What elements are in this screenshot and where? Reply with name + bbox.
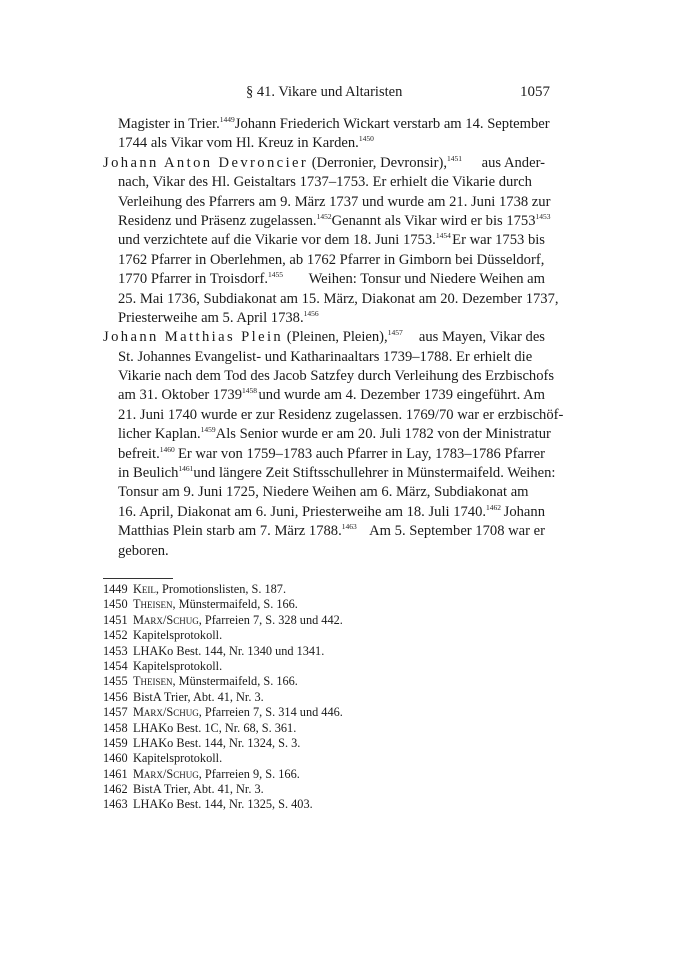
footnote-ref[interactable]: 1459 bbox=[200, 425, 216, 435]
text-line: befreit.$^{1460}$ Er war von 1759–1783 auch Pfarrer in Lay, 1783–1786 Pfarrer bbox=[118, 444, 545, 462]
text-line: Magister in Trier.$^{1449}$ Johann Friederich Wickart verstarb am 14. September bbox=[118, 115, 550, 132]
footnote-item bbox=[103, 597, 545, 612]
text-line: St. Johannes Evangelist- und Katharinaaltars 1739–1788. Er erhielt die bbox=[118, 348, 533, 365]
entry-heading-line: Johann Matthias Plein (Pleinen, Pleien),$^{1457}$ aus Mayen, Vikar des bbox=[103, 328, 545, 346]
footnote-number: 1456 bbox=[103, 689, 128, 704]
text-line: Matthias Plein starb am 7. März 1788.$^{1463}$ Am 5. September 1708 war er bbox=[118, 522, 545, 540]
footnote-text: , Promotionslisten, S. 187. bbox=[155, 582, 287, 596]
footnote-number: 1457 bbox=[103, 705, 128, 720]
footnote-text: LHAKo Best. 144, Nr. 1340 und 1341. bbox=[133, 643, 325, 658]
footnote-item bbox=[103, 613, 545, 628]
footnote-ref[interactable]: 1450 bbox=[358, 134, 374, 144]
footnote-number: 1462 bbox=[103, 782, 128, 797]
footnote-text: , Pfarreien 9, S. 166. bbox=[198, 766, 300, 781]
text-line: 21. Juni 1740 wurde er zur Residenz zugelassen. 1769/70 war er erzbischöf- bbox=[118, 406, 564, 423]
entry-heading-line: Johann Anton Devroncier (Derronier, Devronsir),$^{1451}$ aus Ander- bbox=[103, 153, 545, 171]
footnote-number: 1451 bbox=[103, 612, 128, 627]
person-name: Johann Anton Devroncier bbox=[103, 154, 309, 171]
footnote-item bbox=[103, 690, 545, 705]
footnote-number: 1452 bbox=[103, 628, 128, 643]
text-line: geboren. bbox=[118, 542, 169, 559]
footnote-ref[interactable]: 1456 bbox=[303, 308, 319, 318]
text-line: Residenz und Präsenz zugelassen.$^{1452}$ Genannt als Vikar wird er bis $1753^{1453}$ bbox=[118, 211, 551, 229]
footnote-item bbox=[103, 705, 545, 720]
footnote-item bbox=[103, 674, 545, 689]
footnote-ref[interactable]: 1455 bbox=[268, 270, 283, 280]
text-line: in Beulich$^{1461}$ und längere Zeit Stiftsschullehrer in Münstermaifeld. Weihen: bbox=[118, 464, 556, 482]
footnote-ref[interactable]: 1460 bbox=[159, 444, 175, 454]
footnote-item bbox=[103, 659, 545, 674]
footnote-author: Keil bbox=[133, 582, 156, 596]
footnote-author: Theisen bbox=[133, 597, 173, 612]
footnote-text: Kapitelsprotokoll. bbox=[133, 658, 223, 673]
footnote-ref[interactable]: 1449 bbox=[219, 115, 235, 124]
footnote-text: , Münstermaifeld, S. 166. bbox=[172, 597, 298, 612]
text-line: 1770 Pfarrer in Troisdorf.$^{1455}$ Weihen: Tonsur und Niedere Weihen am bbox=[118, 270, 545, 288]
footnote-item bbox=[103, 767, 545, 782]
text-line: 1762 Pfarrer in Oberlehmen, ab 1762 Pfarrer in Gimborn bei Düsseldorf, bbox=[118, 251, 545, 268]
footnote-ref[interactable]: 1458 bbox=[242, 386, 258, 396]
footnotes bbox=[103, 582, 545, 813]
footnote-text: Kapitelsprotokoll. bbox=[133, 751, 223, 766]
footnote-ref[interactable]: 1452 bbox=[316, 211, 332, 221]
footnote-author: Marx/Schug bbox=[133, 612, 199, 627]
footnote-number: 1454 bbox=[103, 658, 128, 673]
footnote-number: 1459 bbox=[103, 735, 128, 750]
footnote-item bbox=[103, 644, 545, 659]
footnote-text: , Pfarreien 7, S. 328 und 442. bbox=[198, 612, 343, 627]
footnote-number: 1461 bbox=[103, 766, 128, 781]
page-number: 1057 bbox=[520, 84, 550, 100]
footnote-text: BistA Trier, Abt. 41, Nr. 3. bbox=[133, 782, 264, 797]
footnote-item bbox=[103, 751, 545, 766]
person-name: Johann Matthias Plein bbox=[103, 329, 284, 346]
footnote-ref[interactable]: 1463 bbox=[341, 522, 357, 532]
footnote-author: Marx/Schug bbox=[133, 766, 199, 781]
footnote-item bbox=[103, 721, 545, 736]
text-line: 25. Mai 1736, Subdiakonat am 15. März, Diakonat am 20. Dezember 1737, bbox=[118, 290, 559, 307]
footnote-number: 1450 bbox=[103, 597, 128, 612]
footnote-text: LHAKo Best. 144, Nr. 1324, S. 3. bbox=[133, 735, 301, 750]
footnote-ref[interactable]: 1461 bbox=[178, 464, 194, 474]
footnote-number: 1460 bbox=[103, 751, 128, 766]
text-line: 1744 als Vikar vom Hl. Kreuz in Karden.$^{1450}$ bbox=[118, 134, 374, 152]
text-line: Vikarie nach dem Tod des Jacob Satzfey durch Verleihung des Erzbischofs bbox=[118, 368, 555, 385]
footnote-number: 1458 bbox=[103, 720, 128, 735]
footnote-item bbox=[103, 736, 545, 751]
text-line: licher Kaplan.$^{1459}$ Als Senior wurde er am 20. Juli 1782 von der Ministratur bbox=[118, 425, 551, 443]
running-head-title: § 41. Vikare und Altaristen bbox=[246, 84, 403, 100]
footnote-text: BistA Trier, Abt. 41, Nr. 3. bbox=[133, 689, 264, 704]
footnote-number: 1449 bbox=[103, 582, 128, 596]
text-line: Priesterweihe am 5. April 1738.$^{1456}$ bbox=[118, 308, 319, 326]
footnote-item bbox=[103, 628, 545, 643]
text-line: Tonsur am 9. Juni 1725, Niedere Weihen am 6. März, Subdiakonat am bbox=[118, 484, 529, 501]
footnote-number: 1453 bbox=[103, 643, 128, 658]
footnote-author: Marx/Schug bbox=[133, 705, 199, 720]
main-text bbox=[103, 115, 564, 561]
footnote-number: 1455 bbox=[103, 674, 128, 689]
footnote-item bbox=[103, 582, 545, 597]
text-line: 16. April, Diakonat am 6. Juni, Priesterweihe am 18. Juli 1740.$^{1462}$ Johann bbox=[118, 502, 545, 520]
footnote-ref[interactable]: 1454 bbox=[435, 231, 451, 241]
text-line: und verzichtete auf die Vikarie vor dem 18. Juni 1753.$^{1454}$ Er war 1753 bis bbox=[118, 231, 545, 249]
text-line: Verleihung des Pfarrers am 9. März 1737 und wurde am 21. Juni 1738 zur bbox=[118, 193, 551, 210]
footnote-ref[interactable]: 1453 bbox=[535, 211, 551, 221]
text-line: nach, Vikar des Hl. Geistaltars 1737–1753. Er erhielt die Vikarie durch bbox=[118, 174, 532, 191]
footnote-author: Theisen bbox=[133, 674, 173, 689]
text-line: am 31. Oktober $1739^{1458}$ und wurde am 4. Dezember 1739 eingeführt. Am bbox=[118, 386, 545, 404]
footnote-separator bbox=[103, 578, 173, 579]
footnote-ref[interactable]: 1462 bbox=[486, 502, 502, 512]
footnote-ref[interactable]: 1457 bbox=[387, 328, 403, 338]
footnote-text: , Münstermaifeld, S. 166. bbox=[172, 674, 298, 689]
running-head bbox=[0, 84, 700, 104]
footnote-item bbox=[103, 782, 545, 797]
footnote-text: Kapitelsprotokoll. bbox=[133, 628, 223, 643]
footnote-number: 1463 bbox=[103, 797, 128, 812]
footnote-ref[interactable]: 1451 bbox=[446, 153, 462, 163]
footnote-item bbox=[103, 797, 545, 812]
footnote-text: , Pfarreien 7, S. 314 und 446. bbox=[198, 705, 343, 720]
footnote-text: LHAKo Best. 1C, Nr. 68, S. 361. bbox=[133, 720, 297, 735]
footnote-text: LHAKo Best. 144, Nr. 1325, S. 403. bbox=[133, 797, 313, 812]
